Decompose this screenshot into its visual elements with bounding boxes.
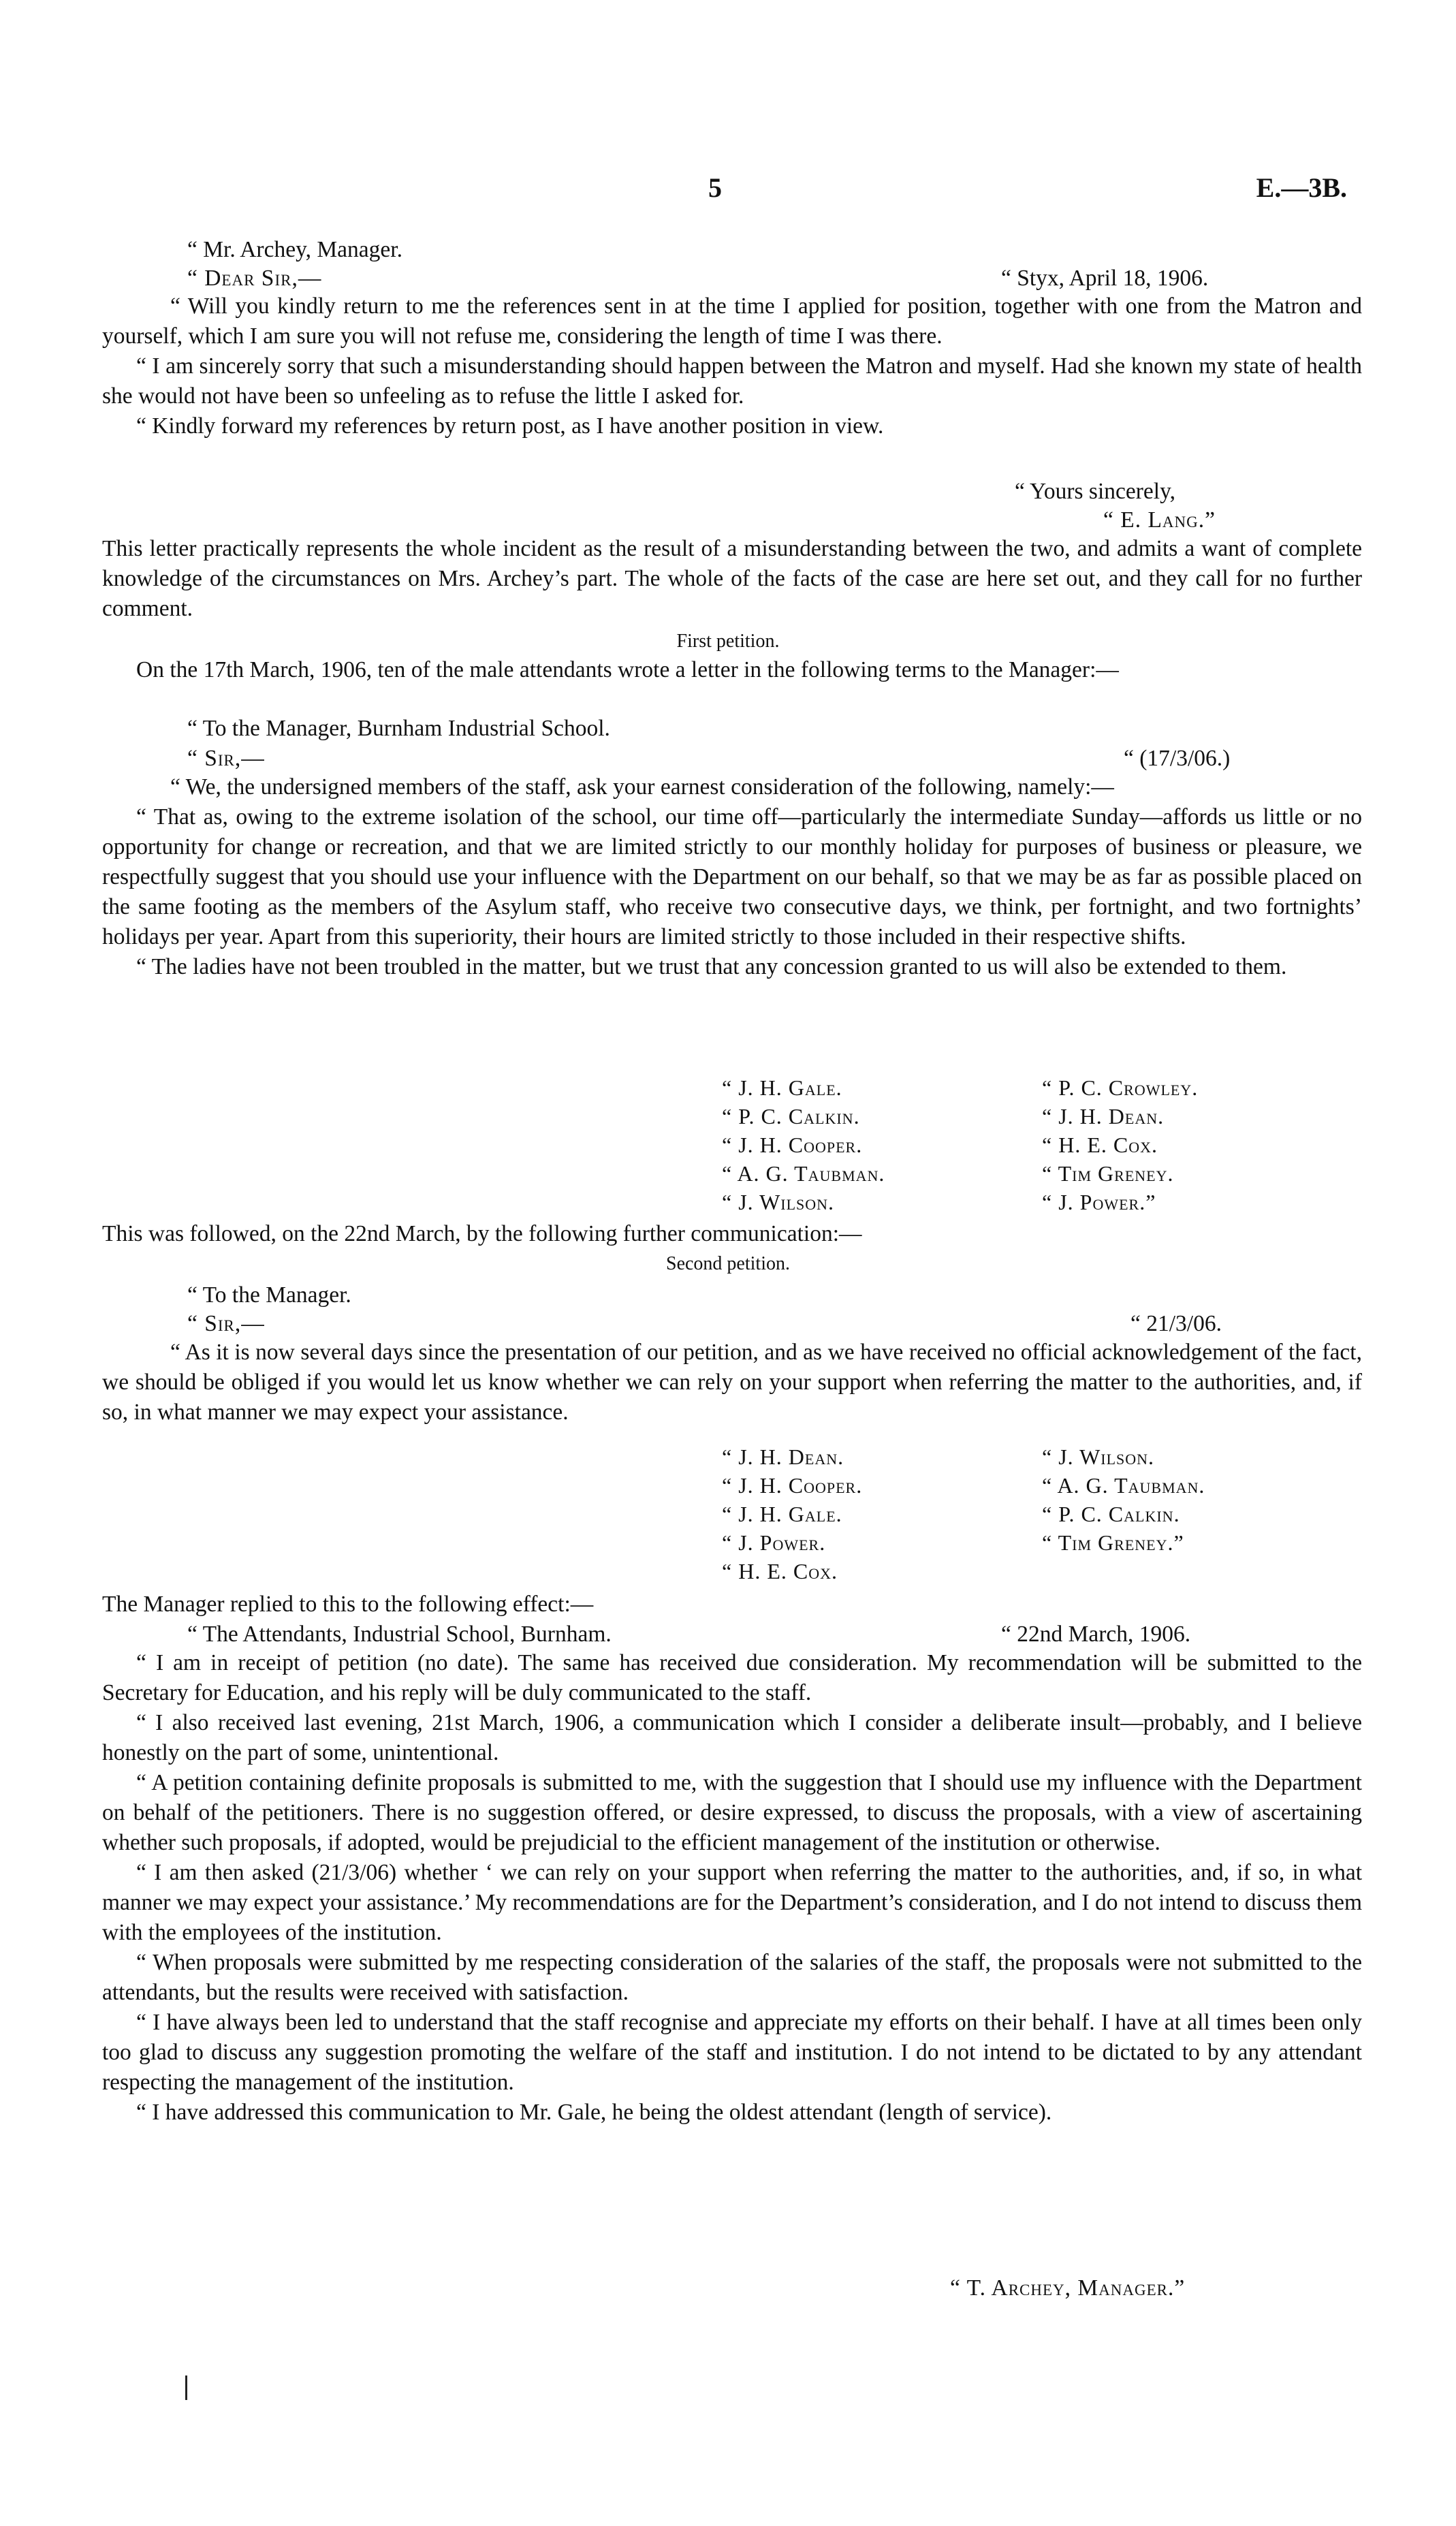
letter1-body bbox=[102, 291, 1362, 441]
signatory: “ J. H. Dean. bbox=[1042, 1104, 1165, 1128]
transition-text: This was followed, on the 22nd March, by the following further communication:— bbox=[102, 1221, 862, 1246]
signatory: “ A. G. Taubman. bbox=[1042, 1473, 1205, 1498]
signatory: “ J. Power.” bbox=[1042, 1190, 1156, 1214]
reply-para6: “ I have always been led to understand that the staff recognise and appreciate my efforts on their behalf. I have at all times been only too glad to discuss any suggestion promoting the welfare of the staff and institution. I do not intend to be dictated to by any attendant respecting the management of the institution. bbox=[102, 2010, 1362, 2095]
reply-body bbox=[102, 1648, 1362, 2128]
signatory: “ J. H. Cooper. bbox=[722, 1473, 863, 1498]
petition1-salutation: “ Sir,— bbox=[187, 746, 265, 771]
reply-signature: “ T. Archey, Manager.” bbox=[950, 2275, 1186, 2301]
petition2-body bbox=[102, 1338, 1362, 1427]
petition1-para1: “ We, the undersigned members of the staff, ask your earnest consideration of the following, namely:— bbox=[170, 774, 1114, 800]
signatory: “ P. C. Calkin. bbox=[722, 1104, 860, 1128]
signatory: “ P. C. Crowley. bbox=[1042, 1075, 1199, 1100]
signatory: “ H. E. Cox. bbox=[1042, 1133, 1158, 1157]
signatory: “ J. Wilson. bbox=[1042, 1444, 1155, 1469]
signatory: “ J. H. Gale. bbox=[722, 1502, 842, 1526]
document-reference: E.—3B. bbox=[1256, 172, 1347, 203]
reply-para4: “ I am then asked (21/3/06) whether ‘ we can rely on your support when referring the matter to the authorities, and, if so, in what manner we may expect your assistance.’ My recommendations are for the Department’s consideration, and I do not intend to discuss them with the employees of the institution. bbox=[102, 1860, 1362, 1945]
petition2-para1: “ As it is now several days since the presentation of our petition, and as we have received no official acknowledgement of the fact, we should be obliged if you would let us know whether we can rely on your support when referring the matter to the authorities, and, if so, in what manner we may expect your assistance. bbox=[102, 1340, 1362, 1425]
reply-addressee: “ The Attendants, Industrial School, Burnham. bbox=[187, 1622, 612, 1647]
signatory: “ A. G. Taubman. bbox=[722, 1161, 885, 1186]
reply-para5: “ When proposals were submitted by me respecting consideration of the salaries of the staff, the proposals were not submitted to the attendants, but the results were received with satisfaction. bbox=[102, 1950, 1362, 2005]
letter1-para3: “ Kindly forward my references by return post, as I have another position in view. bbox=[136, 413, 884, 439]
reply-intro: The Manager replied to this to the following effect:— bbox=[102, 1592, 594, 1617]
petition1-addressee: “ To the Manager, Burnham Industrial School. bbox=[187, 716, 610, 741]
signatory: “ J. H. Gale. bbox=[722, 1075, 842, 1100]
signatory: “ H. E. Cox. bbox=[722, 1559, 838, 1583]
signatory: “ J. Wilson. bbox=[722, 1190, 835, 1214]
margin-mark bbox=[185, 2375, 187, 2400]
signatory: “ J. Power. bbox=[722, 1530, 826, 1555]
petition2-salutation: “ Sir,— bbox=[187, 1311, 265, 1336]
letter1-signature: “ E. Lang.” bbox=[1103, 507, 1216, 533]
signatory: “ J. H. Cooper. bbox=[722, 1133, 863, 1157]
reply-date: “ 22nd March, 1906. bbox=[1001, 1622, 1191, 1647]
petition2-date: “ 21/3/06. bbox=[1130, 1311, 1222, 1336]
signatory: “ J. H. Dean. bbox=[722, 1444, 844, 1469]
petition1-intro: On the 17th March, 1906, ten of the male attendants wrote a letter in the following terms to the Manager:— bbox=[136, 657, 1119, 682]
petition2-addressee: “ To the Manager. bbox=[187, 1282, 351, 1308]
page-number: 5 bbox=[708, 172, 722, 203]
commentary bbox=[102, 534, 1362, 624]
petition1-date: “ (17/3/06.) bbox=[1124, 746, 1231, 771]
petition1-para3: “ The ladies have not been troubled in the matter, but we trust that any concession granted to us will also be extended to them. bbox=[136, 954, 1287, 979]
signatory: “ Tim Greney. bbox=[1042, 1161, 1174, 1186]
letter1-para2: “ I am sincerely sorry that such a misunderstanding should happen between the Matron and myself. Had she known my state of health she would not have been so unfeeling as to refuse the little I asked for. bbox=[102, 353, 1362, 409]
letter1-para1: “ Will you kindly return to me the references sent in at the time I applied for position, together with one from the Matron and yourself, which I am sure you will not refuse me, considering the length of time I was there. bbox=[102, 294, 1362, 349]
petition1-intro-block bbox=[102, 655, 1362, 685]
petition1-para2: “ That as, owing to the extreme isolation of the school, our time off—particularly the intermediate Sunday—affords us little or no opportunity for change or recreation, and that we are limited strictly to our monthly holiday for purposes of business or pleasure, we respectfully suggest that you should use your influence with the Department on our behalf, so that we may be as far as possible placed on the same footing as the members of the Asylum staff, who receive two consecutive days, we think, per fortnight, and two fortnights’ holidays per year. Apart from this superiority, their hours are limited strictly to those included in their respective shifts. bbox=[102, 804, 1362, 949]
letter1-dateline: “ Styx, April 18, 1906. bbox=[1001, 266, 1209, 291]
first-petition-heading: First petition. bbox=[676, 631, 780, 652]
reply-para1: “ I am in receipt of petition (no date). The same has received due consideration. My recommendation will be submitted to the Secretary for Education, and his reply will be duly communicated to the staff. bbox=[102, 1650, 1362, 1705]
signatory: “ P. C. Calkin. bbox=[1042, 1502, 1180, 1526]
reply-para3: “ A petition containing definite proposals is submitted to me, with the suggestion that I should use my influence with the Department on behalf of the petitioners. There is no suggestion offered, or desire expressed, to discuss the proposals, with a view of ascertaining whether such proposals, if adopted, would be prejudicial to the efficient management of the institution or otherwise. bbox=[102, 1770, 1362, 1855]
commentary-text: This letter practically represents the whole incident as the result of a misunderstanding between the two, and admits a want of complete knowledge of the circumstances on Mrs. Archey’s part. The whole of the facts of the case are here set out, and they call for no further comment. bbox=[102, 536, 1362, 621]
reply-para7: “ I have addressed this communication to Mr. Gale, he being the oldest attendant (length of service). bbox=[136, 2100, 1052, 2125]
letter1-salutation: “ Dear Sir,— bbox=[187, 266, 322, 291]
letter1-addressee: “ Mr. Archey, Manager. bbox=[187, 237, 402, 262]
second-petition-heading: Second petition. bbox=[666, 1253, 790, 1274]
petition1-body bbox=[102, 772, 1362, 982]
letter1-closing: “ Yours sincerely, bbox=[1015, 479, 1176, 504]
signatory: “ Tim Greney.” bbox=[1042, 1530, 1184, 1555]
reply-para2: “ I also received last evening, 21st March, 1906, a communication which I consider a deliberate insult—probably, and I believe honestly on the part of some, unintentional. bbox=[102, 1710, 1362, 1765]
